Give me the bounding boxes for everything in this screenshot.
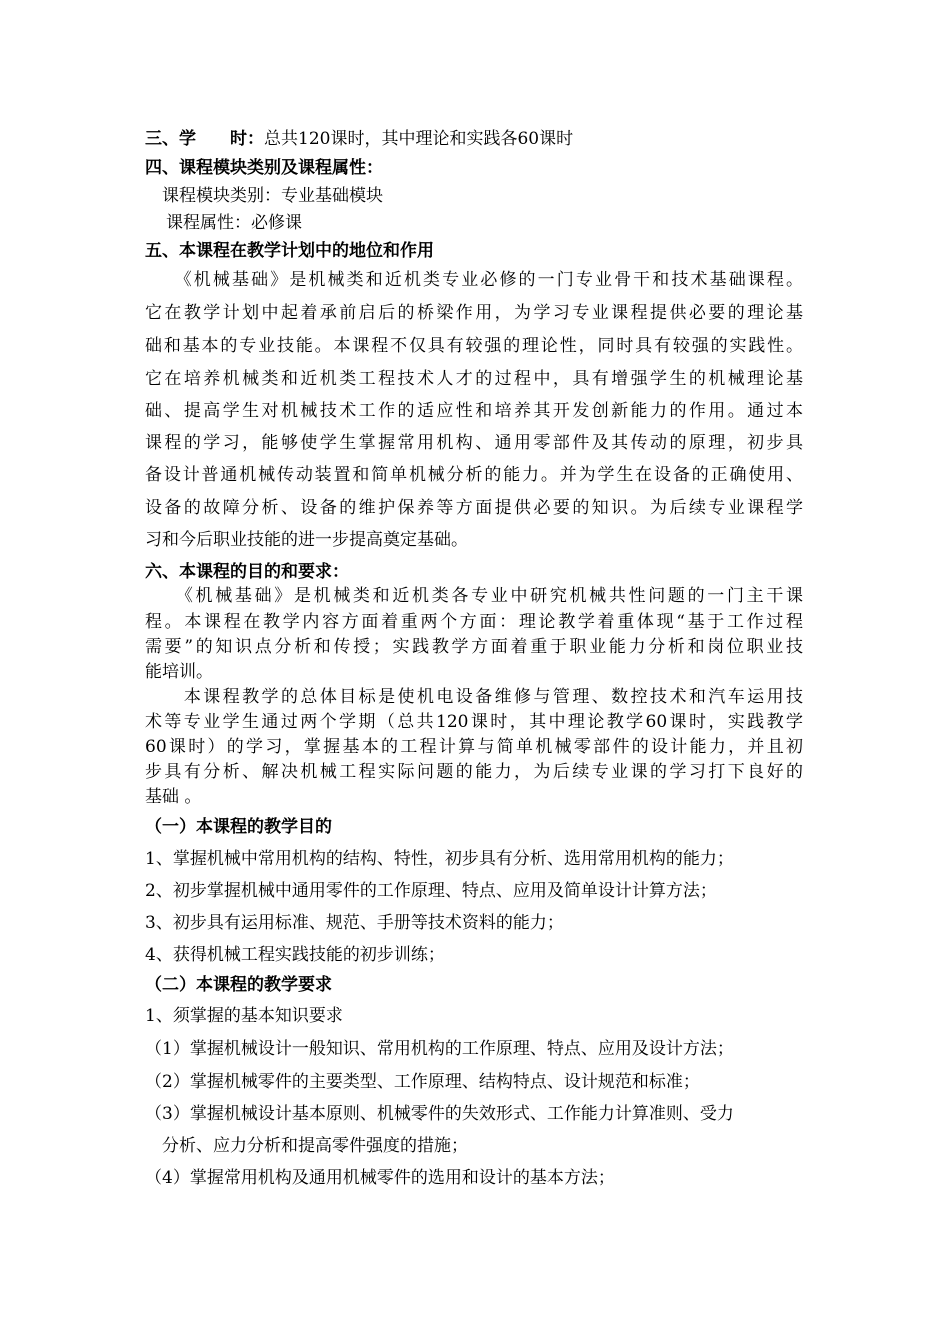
sub2-point: （4）掌握常用机构及通用机械零件的选用和设计的基本方法； (145, 1168, 615, 1188)
section6-heading: 六、本课程的目的和要求： (145, 562, 349, 582)
section3-heading: 三、学 时： (145, 129, 264, 149)
section5-line: 它在培养机械类和近机类工程技术人才的过程中，具有增强学生的机械理论基 (145, 369, 803, 389)
sub1-item: 2、初步掌握机械中通用零件的工作原理、特点、应用及简单设计计算方法； (145, 881, 717, 901)
section6-para1-line: 能培训。 (145, 662, 213, 682)
section5-line: 础、提高学生对机械技术工作的适应性和培养其开发创新能力的作用。通过本 (145, 401, 803, 421)
section4-heading: 四、课程模块类别及课程属性： (145, 158, 383, 178)
section5-line: 设备的故障分析、设备的维护保养等方面提供必要的知识。为后续专业课程学 (145, 498, 803, 518)
sub2-point: （1）掌握机械设计一般知识、常用机构的工作原理、特点、应用及设计方法； (145, 1039, 734, 1059)
section3-text: 总共120课时，其中理论和实践各60课时 (264, 129, 574, 149)
course-attribute: 课程属性：必修课 (166, 213, 302, 233)
section6-para2-line: 60课时）的学习，掌握基本的工程计算与简单机械零部件的设计能力，并且初 (145, 737, 803, 757)
section5-line: 课程的学习，能够使学生掌握常用机构、通用零部件及其传动的原理，初步具 (145, 433, 803, 453)
sub1-heading: （一）本课程的教学目的 (145, 817, 332, 837)
section5-line: 础和基本的专业技能。本课程不仅具有较强的理论性，同时具有较强的实践性。 (145, 336, 803, 356)
sub2-heading: （二）本课程的教学要求 (145, 975, 332, 995)
section5-heading: 五、本课程在教学计划中的地位和作用 (145, 241, 434, 261)
sub2-point: （2）掌握机械零件的主要类型、工作原理、结构特点、设计规范和标准； (145, 1072, 700, 1092)
sub1-item: 1、掌握机械中常用机构的结构、特性，初步具有分析、选用常用机构的能力； (145, 849, 734, 869)
section5-line: 它在教学计划中起着承前启后的桥梁作用，为学习专业课程提供必要的理论基 (145, 303, 803, 323)
section3-line (145, 128, 573, 150)
sub2-point: （3）掌握机械设计基本原则、机械零件的失效形式、工作能力计算准则、受力 (145, 1104, 734, 1124)
section6-para2-line: 术等专业学生通过两个学期（总共120课时，其中理论教学60课时，实践教学 (145, 712, 803, 732)
section5-line: 习和今后职业技能的进一步提高奠定基础。 (145, 530, 468, 550)
section6-para1-line: 《机械基础》是机械类和近机类各专业中研究机械共性问题的一门主干课 (145, 586, 803, 606)
section6-para2-line: 步具有分析、解决机械工程实际问题的能力，为后续专业课的学习打下良好的 (145, 762, 803, 782)
section5-line: 备设计普通机械传动装置和简单机械分析的能力。并为学生在设备的正确使用、 (145, 465, 803, 485)
sub2-point: 分析、应力分析和提高零件强度的措施； (145, 1136, 468, 1156)
section6-para1-line: 需要”的知识点分析和传授；实践教学方面着重于职业能力分析和岗位职业技 (145, 637, 803, 657)
section5-line: 《机械基础》是机械类和近机类专业必修的一门专业骨干和技术基础课程。 (145, 270, 803, 290)
sub1-item: 3、初步具有运用标准、规范、手册等技术资料的能力； (145, 913, 564, 933)
section6-para2-line: 本课程教学的总体目标是使机电设备维修与管理、数控技术和汽车运用技 (145, 687, 803, 707)
section6-para2-line: 基础 。 (145, 787, 202, 807)
sub1-item: 4、获得机械工程实践技能的初步训练； (145, 945, 445, 965)
module-type: 课程模块类别：专业基础模块 (162, 186, 383, 206)
sub2-item1: 1、须掌握的基本知识要求 (145, 1006, 343, 1026)
section6-para1-line: 程。本课程在教学内容方面着重两个方面：理论教学着重体现“基于工作过程 (145, 612, 803, 632)
